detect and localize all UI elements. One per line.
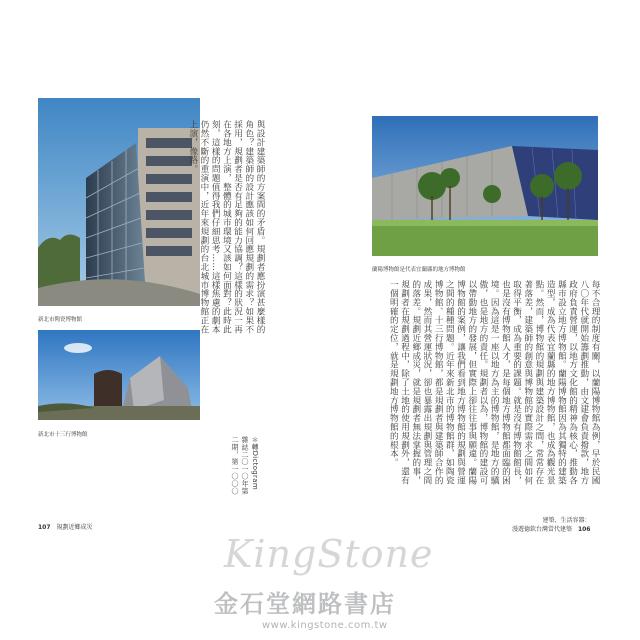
right-folio-title-1: 建築、生活容器： [542,517,591,524]
shihsanhang-museum-caption: 新北市十三行博物館 [38,432,88,438]
left-footnote: ＊轉Dictogram 雜誌二〇一〇年第二期，第一〇〇〇 [231,436,259,495]
left-body-text: 與設計建築師的方案間的矛盾。規劃者應扮演甚麼樣的角色？建築師的設計應該如何回應規劃的需求？如果不採用，規劃者是否有足夠的能力協調？這樣的狀況一再在各地方上演，整體的城市環境又該如何面對？此時此刻，這樣的問題值得我們仔細思考……這樣焦慮的劇本仍然不斷的重演中，近年來規劃的台北城市博物館正在上演，像路。 [187,120,265,334]
ceramics-museum-photo [38,98,200,306]
right-body-text: 每不合理的制度有關，以蘭陽博物館為例，早於民國八〇年代就開始籌劃推動，由文建會負責撥款，地方政府負責營運，以地方文化館的精神為核心，推動各縣市設立地方博物館。蘭陽博物館因為其獨特的建築造型，成為代表宜蘭縣的地方博物館，也成為觀光景點。然而，博物館的規劃與建築設計之間，常常存在著落差，建築師的創意與博物館的實際需求之間如何取得平衡，成為重要的課題。就是沒有博物館館長，也是沒有博物館人才，是每個地方博物館都面臨的困境。因為這是一座以地方為主的博物館，是地方的驕傲，也是地方的責任。規劃者以為，博物館的建設可以帶動地方的發展，但實際上卻往往事與願違。蘭陽博物館的案例，讓我們看到地方博物館的規劃與營運之間的種種問題。近年來新北市的博物館群，如陶瓷博物館、十三行博物館，都是規劃者與建築師合作的成果，然而其營運狀況，卻也暴露出規劃與管理之間的落差。規劃近鄉成災，就是規劃者無法掌握的事，規劃者在規劃過程中，除了土地的使用規劃外，還有一個明確的定位，就是規劃地方博物館的根本。 [388,280,600,485]
right-folio [512,515,590,533]
left-page-number: 107 [38,524,51,531]
lanyang-museum-caption: 蘭陽博物館是代表宜蘭縣的地方博物館 [372,267,466,273]
kingstone-url: www.kingstone.com.tw [262,620,388,631]
ceramics-museum-caption: 新北市陶瓷博物館 [38,317,83,323]
left-folio-title: 規劃近鄉成災 [56,524,93,531]
kingstone-chinese-name: 金石堂網路書店 [214,589,396,618]
lanyang-museum-photo [372,116,598,256]
right-folio-title-2: 漫遊德欽台灣當代建築 [512,526,573,533]
right-page-number: 106 [577,526,591,533]
shihsanhang-museum-photo [38,330,200,420]
left-folio [38,522,92,531]
kingstone-logo-text: KingStone [224,532,434,576]
